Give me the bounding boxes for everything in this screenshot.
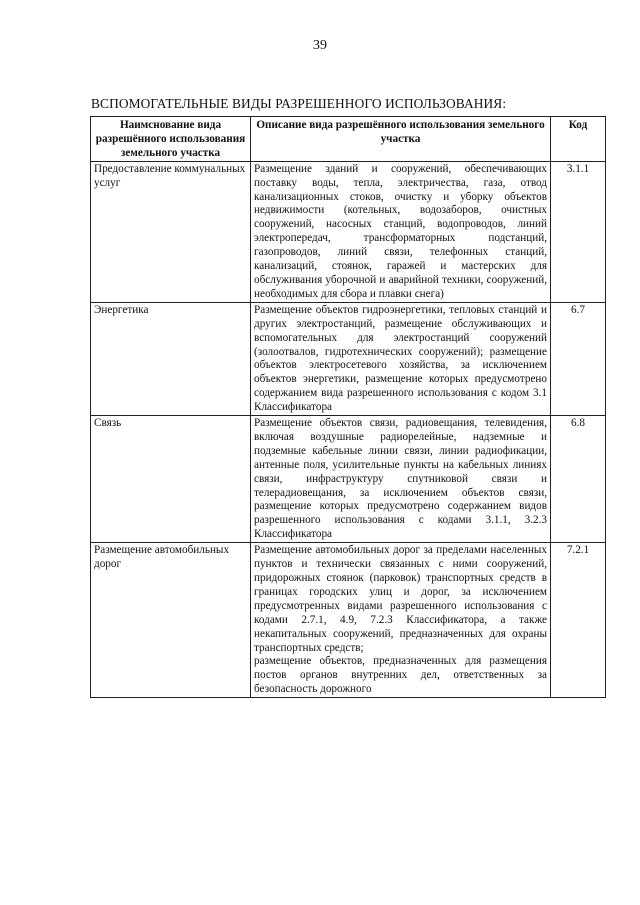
land-use-table <box>90 116 606 698</box>
row-name: Энергетика <box>91 302 251 415</box>
row-name: Связь <box>91 416 251 543</box>
header-description: Описание вида разрешённого использования земельного участка <box>251 117 551 162</box>
header-code: Код <box>551 117 606 162</box>
table-row <box>91 302 606 415</box>
row-description-continuation: размещение объектов, предназначенных для размещения постов органов внутренних дел, ответственных за безопасность дорожного <box>254 655 547 696</box>
row-code: 6.8 <box>551 416 606 543</box>
row-description: Размещение зданий и сооружений, обеспечивающих поставку воды, тепла, электричества, газа, отвод канализационных стоков, очистку и уборку объектов недвижимости (котельных, водозаборов, очистных сооружений, насосных станций, водопроводов, линий электропередач, трансформаторных подстанций, газопроводов, линий связи, телефонных станций, канализаций, стоянок, гаражей и мастерских для обслуживания уборочной и аварийной техники, сооружений, необходимых для сбора и плавки снега) <box>251 161 551 302</box>
row-code: 6.7 <box>551 302 606 415</box>
row-code: 3.1.1 <box>551 161 606 302</box>
table-header-row <box>91 117 606 162</box>
row-description-cell <box>251 543 551 698</box>
row-description: Размещение объектов связи, радиовещания, телевидения, включая воздушные радиорелейные, надземные и подземные кабельные линии связи, линии радиофикации, антенные поля, усилительные пункты на кабельных линиях связи, инфраструктуру спутниковой связи и телерадиовещания, за исключением объектов связи, размещение которых предусмотрено содержанием видов разрешенного использования с кодами 3.1.1, 3.2.3 Классификатора <box>251 416 551 543</box>
table-row <box>91 543 606 698</box>
row-code: 7.2.1 <box>551 543 606 698</box>
table-row <box>91 161 606 302</box>
table-row <box>91 416 606 543</box>
row-name: Предоставление коммунальных услуг <box>91 161 251 302</box>
row-description: Размещение автомобильных дорог за пределами населенных пунктов и технически связанных с ними сооружений, придорожных стоянок (парковок) транспортных средств в границах городских улиц и дорог, за исключением предусмотренных видами разрешенного использования с кодами 2.7.1, 4.9, 7.2.3 Классификатора, а также некапитальных сооружений, предназначенных для охраны транспортных средств; <box>254 544 547 654</box>
header-name: Наимснование вида разрешённого использования земельного участка <box>91 117 251 162</box>
page-number: 39 <box>313 38 327 53</box>
row-description: Размещение объектов гидроэнергетики, тепловых станций и других электростанций, размещение обслуживающих и вспомогательных для электростанций сооружений (золоотвалов, гидротехнических сооружений); размещение объектов электросетевого хозяйства, за исключением объектов энергетики, размещение которых предусмотрено содержанием вида разрешенного использования с кодом 3.1 Классификатора <box>251 302 551 415</box>
section-heading: ВСПОМОГАТЕЛЬНЫЕ ВИДЫ РАЗРЕШЕННОГО ИСПОЛЬЗОВАНИЯ: <box>91 96 507 111</box>
row-name: Размещение автомобильных дорог <box>91 543 251 698</box>
